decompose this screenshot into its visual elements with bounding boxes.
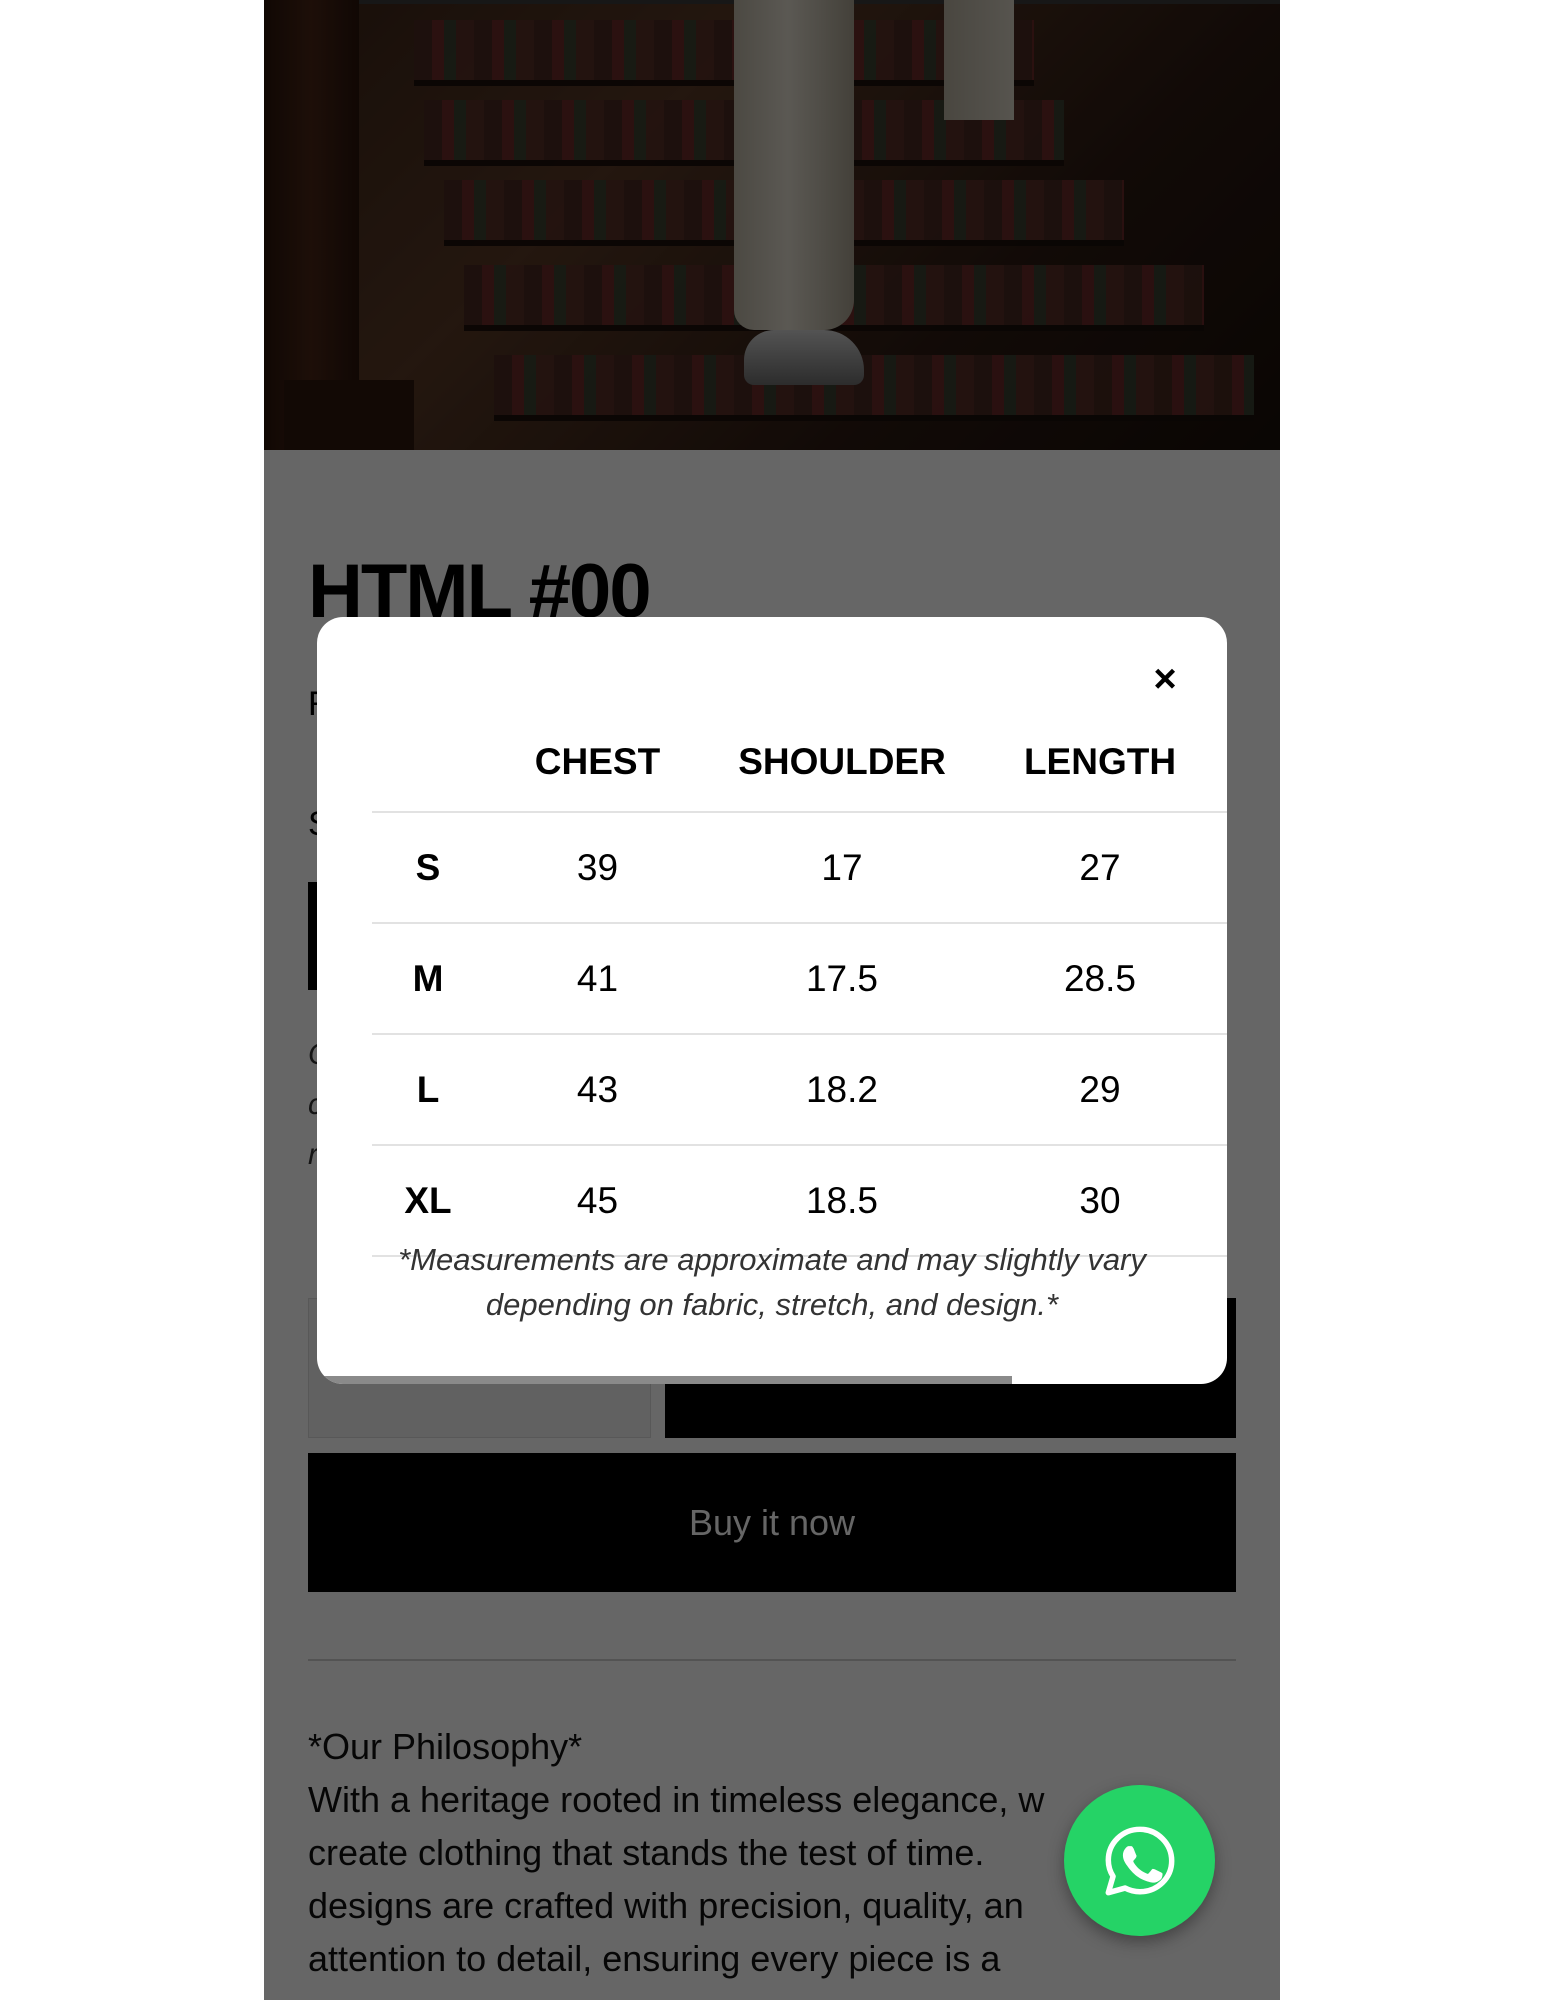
column-header-length: LENGTH xyxy=(973,677,1227,812)
chest-cell: 43 xyxy=(484,1034,711,1145)
shoulder-cell: 18.2 xyxy=(711,1034,973,1145)
size-cell: S xyxy=(372,812,484,923)
shoulder-cell: 18.5 xyxy=(711,1145,973,1256)
shoulder-cell: 17 xyxy=(711,812,973,923)
size-chart-modal xyxy=(317,617,1227,1384)
modal-scroll-indicator xyxy=(317,1376,1012,1384)
table-row xyxy=(372,812,1227,923)
column-header-chest: CHEST xyxy=(484,677,711,812)
column-header-shoulder: SHOULDER xyxy=(711,677,973,812)
length-cell: 27 xyxy=(973,812,1227,923)
table-row xyxy=(372,923,1227,1034)
product-page xyxy=(264,0,1280,2000)
size-chart-table xyxy=(372,677,1227,1257)
chest-cell: 39 xyxy=(484,812,711,923)
length-cell: 28.5 xyxy=(973,923,1227,1034)
table-row xyxy=(372,1034,1227,1145)
size-cell: M xyxy=(372,923,484,1034)
length-cell: 29 xyxy=(973,1034,1227,1145)
chest-cell: 41 xyxy=(484,923,711,1034)
shoulder-cell: 17.5 xyxy=(711,923,973,1034)
whatsapp-button[interactable] xyxy=(1064,1785,1215,1936)
whatsapp-icon xyxy=(1101,1822,1179,1900)
table-header-row xyxy=(372,677,1227,812)
length-cell: 30 xyxy=(973,1145,1227,1256)
size-cell: L xyxy=(372,1034,484,1145)
measurement-note: *Measurements are approximate and may slightly vary depending on fabric, stretch, and design.* xyxy=(398,1242,1146,1322)
column-header xyxy=(372,677,484,812)
chest-cell: 45 xyxy=(484,1145,711,1256)
size-cell: XL xyxy=(372,1145,484,1256)
close-icon[interactable]: × xyxy=(1153,657,1177,701)
